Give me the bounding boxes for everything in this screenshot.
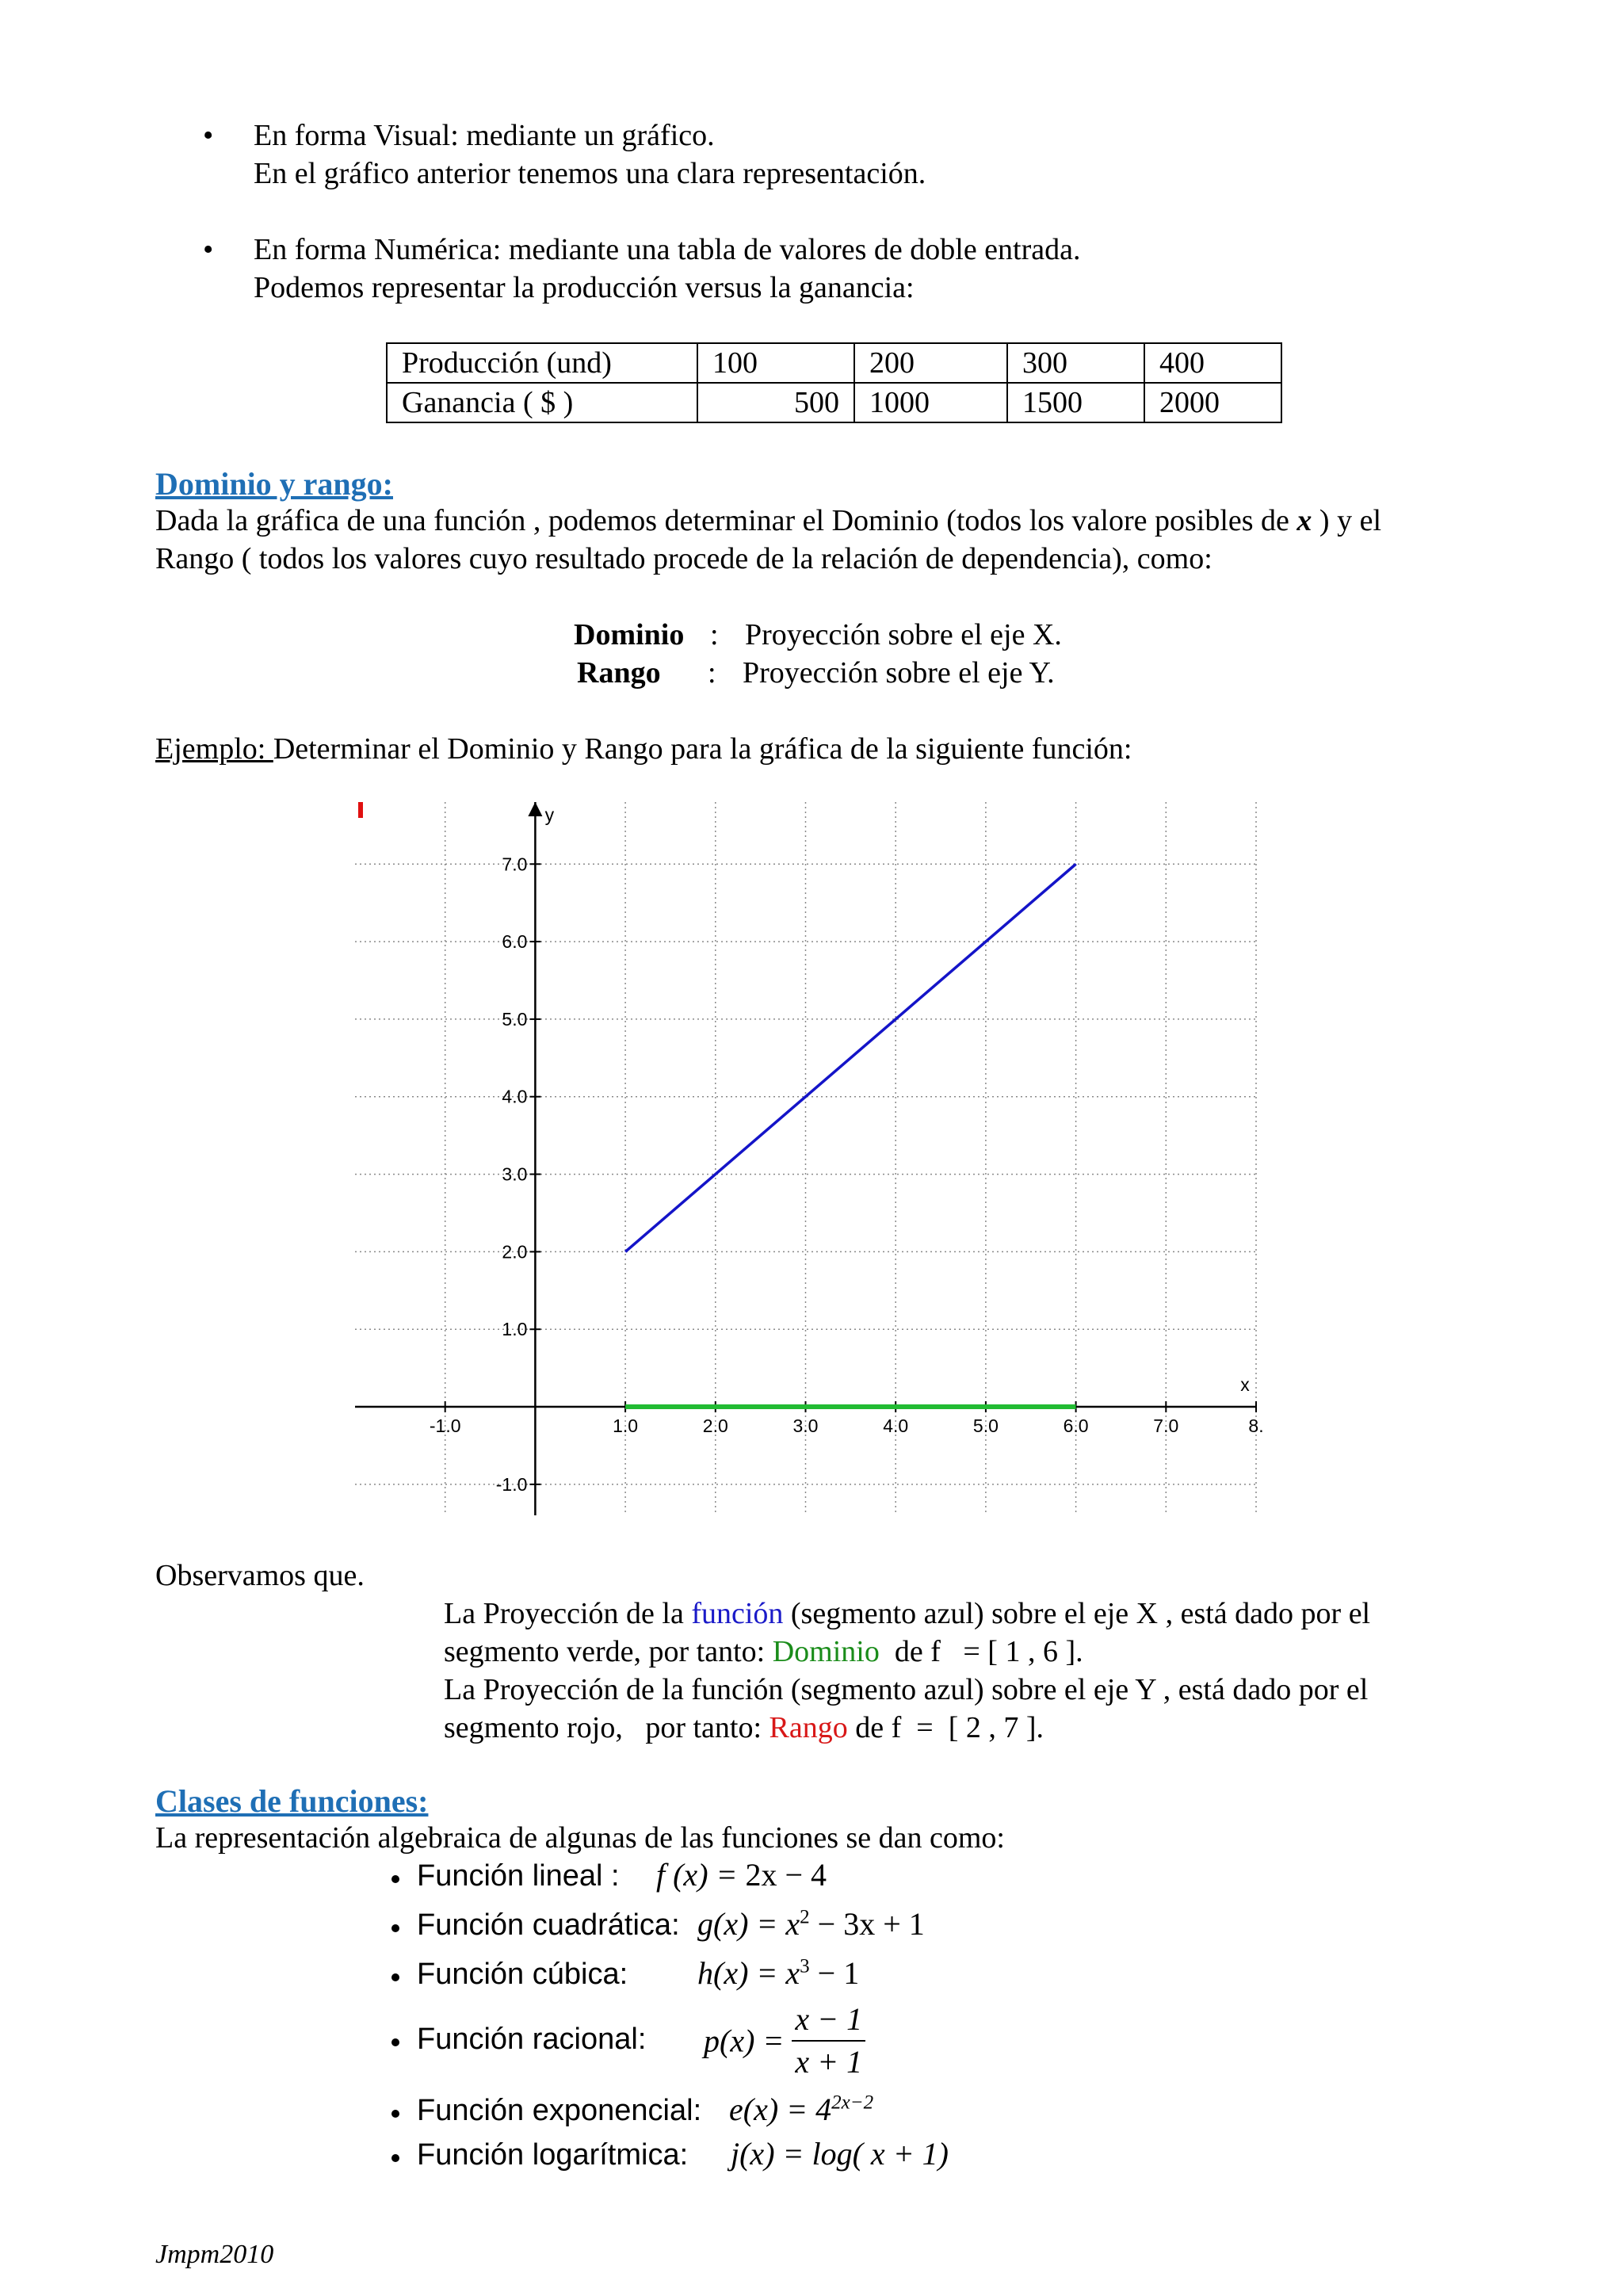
y-tick-label: 5.0 (502, 1008, 528, 1030)
bullet-dot (391, 1973, 399, 1981)
bullet-dot (391, 2154, 399, 2162)
bullet-dot (391, 1924, 399, 1932)
formula-rhs: − 3x + 1 (809, 1906, 925, 1942)
range-segment (358, 802, 363, 818)
table-cell: 500 (697, 383, 854, 422)
table-cell: 1500 (1007, 383, 1144, 422)
bullet-dot (391, 2038, 399, 2046)
formula-lhs: e(x) = 4 (729, 2092, 832, 2127)
x-tick-label: -1.0 (429, 1415, 461, 1437)
formula-lhs: f (x) = (656, 1857, 746, 1893)
fraction (792, 1999, 865, 2083)
y-tick-label: 4.0 (502, 1086, 528, 1107)
func-label-racional: Función racional: (417, 2023, 647, 2056)
y-tick-label: 1.0 (502, 1319, 528, 1340)
x-tick-label: 6.0 (1063, 1415, 1089, 1437)
x-tick-label: 3.0 (792, 1415, 819, 1437)
func-formula-exponencial (729, 2091, 873, 2128)
func-label-cubica: Función cúbica: (417, 1958, 628, 1991)
formula-sup: 2 (800, 1906, 810, 1928)
x-tick-label: 8. (1248, 1415, 1264, 1437)
function-segment (625, 864, 1076, 1251)
func-formula-racional (704, 1999, 865, 2083)
bullet-visual-text: En el gráfico anterior tenemos una clara representación. (254, 157, 926, 190)
fraction-numerator: x − 1 (792, 1999, 865, 2042)
formula-sup: 2x−2 (831, 2092, 874, 2114)
obs-l1-fn: función (691, 1597, 784, 1630)
dominio-line1-b: ) y el (1312, 504, 1381, 537)
obs-l4-b: de f = [ 2 , 7 ]. (847, 1711, 1044, 1744)
bullet-numerica-title: En forma Numérica: mediante una tabla de valores de doble entrada. (254, 233, 1081, 266)
heading-clases: Clases de funciones: (155, 1783, 429, 1819)
y-tick-label: 6.0 (502, 931, 528, 953)
table-row (387, 343, 1281, 383)
table-row (387, 383, 1281, 422)
func-label-lineal: Función lineal : (417, 1859, 620, 1893)
formula-lhs: h(x) = x (697, 1955, 800, 1991)
table-cell: Ganancia ( $ ) (387, 383, 697, 422)
def-rango-term: Rango (577, 656, 661, 690)
formula-sup: 3 (800, 1955, 810, 1977)
x-tick-label: 5.0 (972, 1415, 999, 1437)
bullet-visual: • (203, 119, 214, 152)
obs-l4-rango: Rango (769, 1711, 848, 1744)
observamos-line1 (444, 1595, 1370, 1632)
ejemplo-label: Ejemplo: (155, 732, 273, 766)
dominio-line1-a: Dada la gráfica de una función , podemos determinar el Dominio (todos los valore posibles de (155, 504, 1297, 537)
def-rango-sep: : (708, 656, 716, 690)
obs-l4-a: segmento rojo, por tanto: (444, 1711, 769, 1744)
x-tick-label: 2.0 (702, 1415, 728, 1437)
func-formula-cuadratica (697, 1905, 925, 1943)
table-cell: 200 (854, 343, 1007, 383)
obs-l2-a: segmento verde, por tanto: (444, 1635, 773, 1668)
def-rango-text: Proyección sobre el eje Y. (743, 656, 1055, 690)
heading-dominio-rango: Dominio y rango: (155, 466, 393, 502)
table-cell: Producción (und) (387, 343, 697, 383)
production-table (386, 342, 1282, 423)
y-tick-label: 2.0 (502, 1241, 528, 1263)
observamos-title: Observamos que. (155, 1559, 365, 1592)
x-tick-label: 7.0 (1153, 1415, 1179, 1437)
obs-l1-a: La Proyección de la (444, 1597, 692, 1630)
observamos-line3: La Proyección de la función (segmento azul) sobre el eje Y , está dado por el (444, 1673, 1369, 1706)
formula-lhs: j(x) = log( x + 1) (731, 2136, 949, 2172)
tick-labels (430, 804, 1264, 1495)
obs-l2-dom: Dominio (772, 1635, 880, 1668)
table-cell: 2000 (1144, 383, 1281, 422)
def-dominio-sep: : (710, 618, 719, 651)
x-tick-label: 1.0 (613, 1415, 639, 1437)
table-cell: 300 (1007, 343, 1144, 383)
grid (355, 802, 1256, 1515)
y-tick-label: 7.0 (502, 854, 528, 875)
func-formula-logaritmica (731, 2135, 949, 2172)
func-label-exponencial: Función exponencial: (417, 2094, 702, 2127)
formula-lhs: p(x) = (704, 2023, 792, 2059)
dominio-line1 (155, 502, 1381, 539)
bullet-dot (391, 2110, 399, 2118)
def-dominio-term: Dominio (574, 618, 685, 651)
y-axis-arrow-icon (528, 802, 542, 816)
obs-l1-b: (segmento azul) sobre el eje X , está dado por el (783, 1597, 1371, 1630)
table-cell: 100 (697, 343, 854, 383)
formula-rhs: 2x − 4 (745, 1857, 827, 1893)
func-formula-cubica (697, 1954, 859, 1992)
x-axis-label: x (1240, 1374, 1250, 1396)
x-tick-label: 4.0 (883, 1415, 909, 1437)
bullet-visual-title: En forma Visual: mediante un gráfico. (254, 119, 715, 152)
obs-l2-b: de f = [ 1 , 6 ]. (879, 1635, 1083, 1668)
observamos-line4 (444, 1710, 1044, 1746)
func-label-logaritmica: Función logarítmica: (417, 2138, 689, 2172)
fraction-denominator: x + 1 (795, 2044, 863, 2080)
clases-intro: La representación algebraica de algunas de las funciones se dan como: (155, 1821, 1005, 1855)
table-cell: 1000 (854, 383, 1007, 422)
bullet-numerica-text: Podemos representar la producción versus la ganancia: (254, 271, 915, 304)
y-tick-label: -1.0 (495, 1473, 528, 1495)
observamos-line2 (444, 1633, 1083, 1670)
formula-rhs: − 1 (809, 1955, 860, 1991)
y-tick-label: 3.0 (502, 1163, 528, 1185)
formula-lhs: g(x) = x (697, 1906, 800, 1942)
footer-author: Jmpm2010 (155, 2240, 274, 2269)
dominio-line2: Rango ( todos los valores cuyo resultado procede de la relación de dependencia), como: (155, 542, 1212, 575)
table-cell: 400 (1144, 343, 1281, 383)
dominio-line1-x: x (1296, 504, 1312, 537)
def-dominio-text: Proyección sobre el eje X. (745, 618, 1062, 651)
func-formula-lineal (656, 1856, 827, 1893)
axes (355, 802, 1256, 1515)
ejemplo-text: Determinar el Dominio y Rango para la gráfica de la siguiente función: (273, 732, 1132, 766)
ejemplo-line (155, 731, 1132, 767)
bullet-numerica: • (203, 233, 214, 266)
bullet-dot (391, 1875, 399, 1883)
series (358, 802, 1076, 1407)
y-axis-label: y (544, 804, 555, 825)
func-label-cuadratica: Función cuadrática: (417, 1908, 680, 1942)
